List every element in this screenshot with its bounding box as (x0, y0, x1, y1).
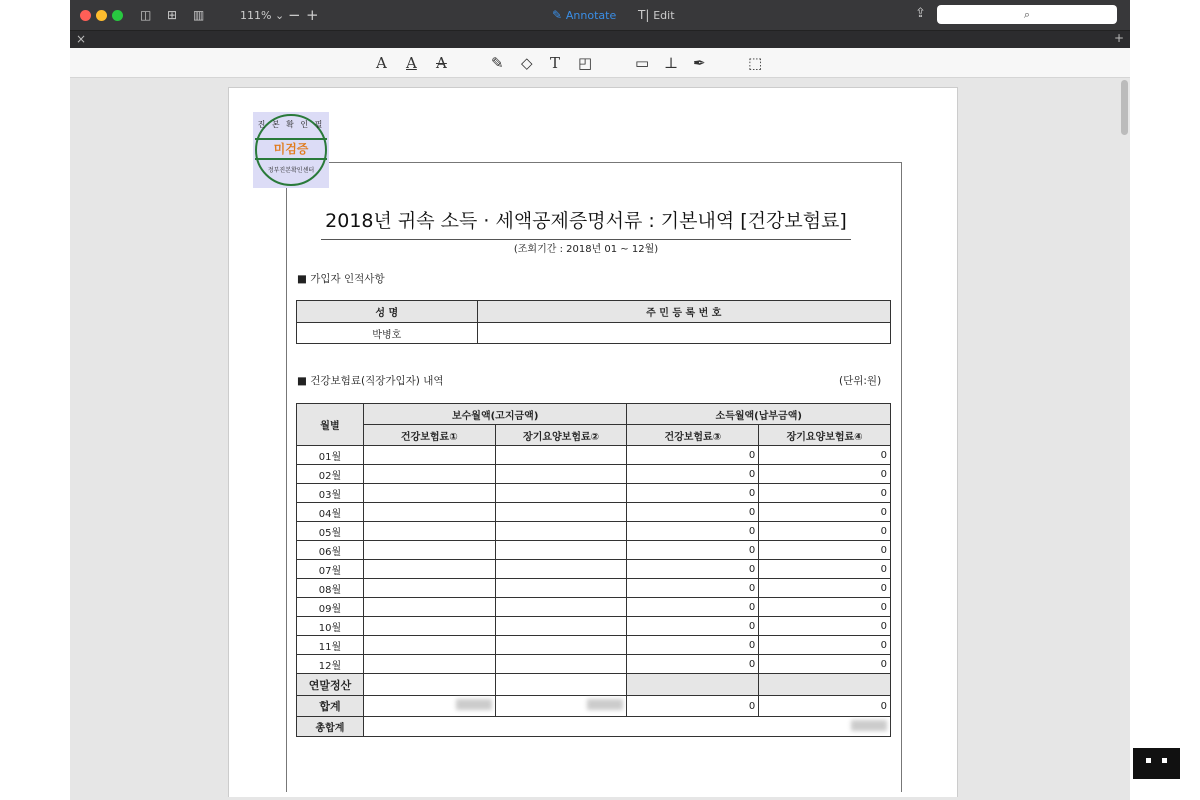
selection-icon[interactable]: ⬚ (748, 54, 763, 72)
annotation-toolbar (70, 48, 1130, 78)
cell-d: 0 (759, 503, 891, 522)
document-title: 2018년 귀속 소득 · 세액공제증명서류 : 기본내역 [건강보험료] (321, 206, 851, 240)
search-input[interactable] (937, 5, 1117, 24)
name-header: 성 명 (297, 301, 478, 323)
sidebar-icon[interactable]: ◫ (140, 8, 152, 22)
edit-button[interactable] (638, 8, 675, 22)
cell-b (495, 655, 627, 674)
unit-label: (단위:원) (839, 375, 882, 387)
cell-b (495, 560, 627, 579)
edit-label: Edit (653, 9, 675, 22)
cell-a (363, 446, 495, 465)
new-tab-button[interactable]: + (1113, 31, 1124, 45)
stamp-bottom-text: 정부진본확인센터 (267, 167, 315, 174)
eraser-icon[interactable]: ◇ (521, 54, 533, 72)
cell-a (363, 617, 495, 636)
total-d: 0 (759, 696, 891, 717)
cell-c: 0 (627, 655, 759, 674)
name-value: 박병호 (297, 323, 478, 344)
table-row (297, 484, 891, 503)
signature-pen-icon[interactable]: ✒ (693, 54, 706, 72)
cell-d: 0 (759, 465, 891, 484)
month-cell: 05월 (297, 522, 364, 541)
two-page-icon[interactable]: ▥ (193, 8, 205, 22)
cell-a (363, 541, 495, 560)
cell-b (495, 446, 627, 465)
cell-a (363, 655, 495, 674)
underline-icon[interactable]: A (406, 54, 417, 72)
month-cell: 01월 (297, 446, 364, 465)
cell-a (363, 503, 495, 522)
id-header: 주 민 등 록 번 호 (477, 301, 890, 323)
stamp-center-text: 미검증 (255, 138, 327, 160)
annotate-label: Annotate (565, 9, 617, 22)
table-row (297, 617, 891, 636)
col-header: 건강보험료① (363, 425, 495, 446)
table-row (297, 636, 891, 655)
comment-icon[interactable]: ▭ (635, 54, 650, 72)
cell-b (495, 503, 627, 522)
cell-c: 0 (627, 446, 759, 465)
cell-a (363, 636, 495, 655)
cell-d: 0 (759, 598, 891, 617)
month-cell: 12월 (297, 655, 364, 674)
tab-bar (70, 30, 1130, 48)
cell-d: 0 (759, 522, 891, 541)
year-end-settlement-label: 연말정산 (297, 674, 364, 696)
grid-view-icon[interactable]: ⊞ (167, 8, 178, 22)
cell-a (363, 484, 495, 503)
cell-b (495, 465, 627, 484)
section-insurance: ■ 건강보험료(직장가입자) 내역 (297, 375, 444, 387)
stamp-icon[interactable]: ⊥ (664, 54, 679, 72)
month-cell: 03월 (297, 484, 364, 503)
cell-b (495, 522, 627, 541)
pdf-viewer-window (70, 0, 1130, 800)
cell-d: 0 (759, 541, 891, 560)
redacted-value (587, 699, 623, 710)
table-row (297, 522, 891, 541)
title-bar (70, 0, 1130, 30)
cell-d: 0 (759, 655, 891, 674)
stamp-top-text: 진 본 확 인 필 (257, 120, 325, 129)
table-row (297, 465, 891, 484)
cell-b (495, 617, 627, 636)
total-c: 0 (627, 696, 759, 717)
col-header: 장기요양보험료④ (759, 425, 891, 446)
zoom-out-button[interactable]: − (288, 6, 301, 24)
cell-b (495, 636, 627, 655)
cell-c: 0 (627, 522, 759, 541)
month-cell: 02월 (297, 465, 364, 484)
personal-info-table (296, 300, 891, 344)
text-style-icon[interactable]: A (376, 54, 387, 72)
cell-c: 0 (627, 465, 759, 484)
zoom-level: 111% (240, 9, 272, 22)
pen-icon: ✎ (552, 8, 563, 22)
cell-c: 0 (627, 598, 759, 617)
cell-b (495, 598, 627, 617)
month-cell: 07월 (297, 560, 364, 579)
shapes-icon[interactable]: ◰ (578, 54, 593, 72)
zoom-select[interactable]: 111% ⌄ (240, 9, 285, 22)
group1-header: 보수월액(고지금액) (363, 404, 627, 425)
annotate-button[interactable] (552, 8, 616, 22)
cell-a (363, 465, 495, 484)
cell-c: 0 (627, 484, 759, 503)
cell-c: 0 (627, 579, 759, 598)
month-cell: 11월 (297, 636, 364, 655)
pencil-icon[interactable]: ✎ (491, 54, 504, 72)
share-icon[interactable]: ⇪ (915, 6, 926, 21)
month-cell: 10월 (297, 617, 364, 636)
close-tab-button[interactable]: × (76, 32, 87, 46)
table-row (297, 598, 891, 617)
month-header: 월별 (297, 404, 364, 446)
cell-c: 0 (627, 541, 759, 560)
strikethrough-icon[interactable]: A (436, 54, 447, 72)
id-value (477, 323, 890, 344)
cell-d: 0 (759, 617, 891, 636)
redacted-value (851, 720, 887, 731)
cell-d: 0 (759, 579, 891, 598)
month-cell: 04월 (297, 503, 364, 522)
redacted-value (456, 699, 492, 710)
section-personal-info: ■ 가입자 인적사항 (297, 273, 385, 285)
total-label: 합계 (297, 696, 364, 717)
cell-b (495, 484, 627, 503)
month-cell: 06월 (297, 541, 364, 560)
search-icon: ⌕ (1023, 8, 1031, 21)
table-row (297, 560, 891, 579)
col-header: 장기요양보험료② (495, 425, 627, 446)
month-cell: 09월 (297, 598, 364, 617)
text-icon[interactable]: T (550, 54, 561, 72)
grand-total-label: 총합계 (297, 717, 364, 737)
cell-c: 0 (627, 560, 759, 579)
robot-icon (1133, 748, 1180, 779)
cell-d: 0 (759, 636, 891, 655)
cell-c: 0 (627, 636, 759, 655)
col-header: 건강보험료③ (627, 425, 759, 446)
query-period: (조회기간 : 2018년 01 ~ 12월) (513, 244, 659, 255)
cell-d: 0 (759, 560, 891, 579)
cell-a (363, 579, 495, 598)
close-window-button[interactable] (80, 10, 91, 21)
cell-c: 0 (627, 617, 759, 636)
pdf-page (228, 87, 958, 797)
maximize-window-button[interactable] (112, 10, 123, 21)
vertical-scrollbar[interactable] (1121, 80, 1128, 135)
group2-header: 소득월액(납부금액) (627, 404, 891, 425)
verification-stamp (253, 112, 329, 188)
insurance-table (296, 403, 891, 737)
cell-a (363, 522, 495, 541)
table-row (297, 503, 891, 522)
table-row (297, 655, 891, 674)
table-row (297, 446, 891, 465)
text-cursor-icon: T| (638, 8, 650, 22)
month-cell: 08월 (297, 579, 364, 598)
cell-d: 0 (759, 446, 891, 465)
zoom-in-button[interactable]: + (306, 6, 319, 24)
cell-a (363, 598, 495, 617)
cell-c: 0 (627, 503, 759, 522)
cell-d: 0 (759, 484, 891, 503)
cell-a (363, 560, 495, 579)
table-row (297, 541, 891, 560)
cell-b (495, 579, 627, 598)
minimize-window-button[interactable] (96, 10, 107, 21)
cell-b (495, 541, 627, 560)
table-row (297, 579, 891, 598)
